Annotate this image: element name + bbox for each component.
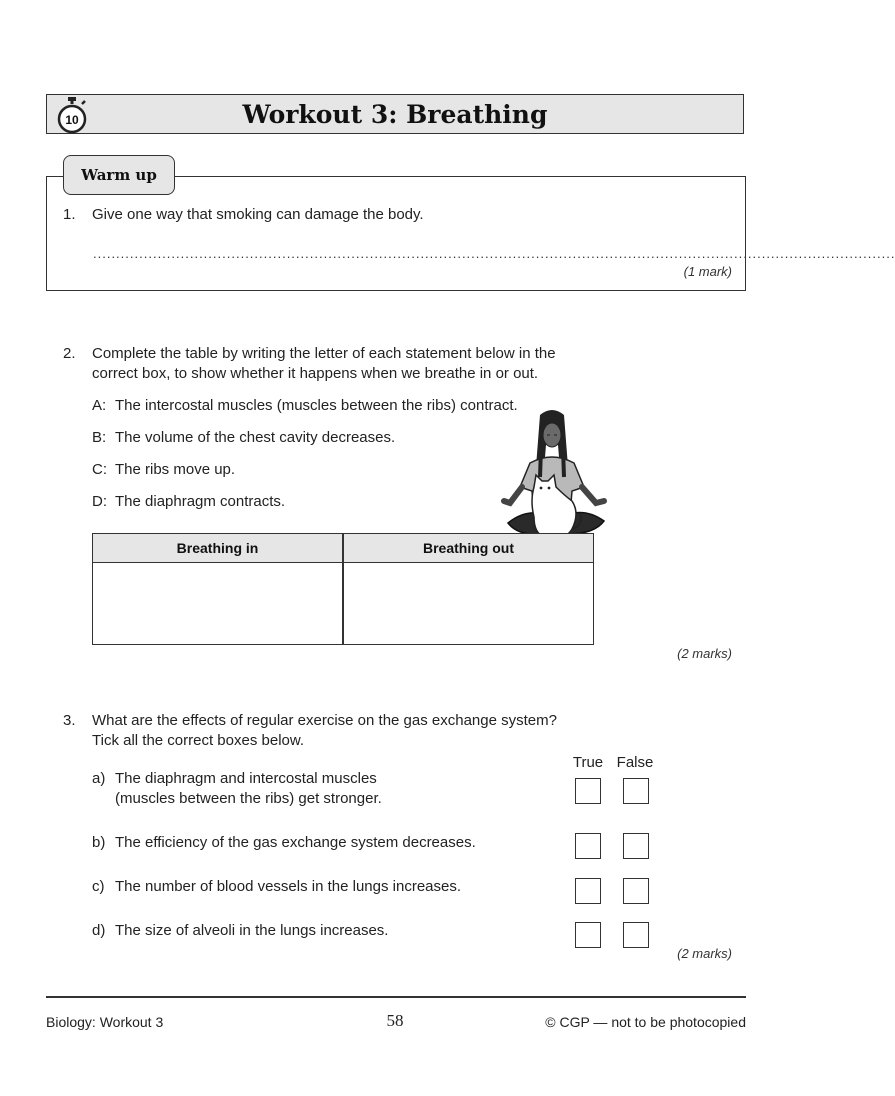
false-checkbox-c[interactable] [623, 878, 649, 904]
statement-letter: D: [92, 493, 107, 510]
q1-text: Give one way that smoking can damage the body. [92, 206, 424, 223]
item-text: The number of blood vessels in the lungs increases. [115, 878, 462, 895]
header-breathing-out: Breathing out [423, 540, 514, 556]
statement-text: The diaphragm contracts. [115, 493, 286, 510]
column-false-label: False [616, 754, 654, 771]
q2-number: 2. [63, 345, 76, 362]
header-breathing-in: Breathing in [176, 540, 259, 556]
item-letter: a) [92, 770, 106, 787]
statement-text: The ribs move up. [115, 461, 236, 478]
q3-marks: (2 marks) [677, 946, 732, 961]
false-checkbox-d[interactable] [623, 922, 649, 948]
item-text: The size of alveoli in the lungs increases. [115, 922, 389, 939]
q1-number: 1. [63, 206, 76, 223]
warmup-tab [63, 155, 175, 195]
q2-marks: (2 marks) [677, 646, 732, 661]
q3-text-line1: What are the effects of regular exercise on the gas exchange system? [92, 712, 557, 729]
page-number: 58 [386, 1011, 404, 1030]
footer-divider [46, 996, 746, 998]
breathing-in-cell[interactable] [93, 564, 341, 644]
item-letter: d) [92, 922, 106, 939]
true-checkbox-a[interactable] [575, 778, 601, 804]
footer-section: Biology: Workout 3 [46, 1014, 164, 1030]
stopwatch-icon [55, 96, 89, 134]
false-checkbox-a[interactable] [623, 778, 649, 804]
statement-text: The intercostal muscles (muscles between the ribs) contract. [115, 397, 518, 414]
q1-marks: (1 mark) [683, 264, 732, 279]
breathing-out-cell[interactable] [344, 564, 592, 644]
true-checkbox-b[interactable] [575, 833, 601, 859]
title-banner [46, 94, 744, 134]
page-title: Workout 3: Breathing [242, 100, 548, 129]
warmup-label: Warm up [81, 166, 157, 184]
statement-letter: B: [92, 429, 107, 446]
copyright-notice: © CGP — not to be photocopied [545, 1014, 746, 1030]
item-text: The efficiency of the gas exchange system decreases. [115, 834, 476, 851]
item-letter: c) [92, 878, 105, 895]
breathing-table [92, 533, 594, 645]
item-text: The diaphragm and intercostal muscles [115, 770, 377, 787]
true-checkbox-c[interactable] [575, 878, 601, 904]
q3-number: 3. [63, 712, 76, 729]
statement-letter: A: [92, 397, 107, 414]
column-true-label: True [572, 754, 604, 771]
q3-text-line2: Tick all the correct boxes below. [92, 732, 305, 749]
meditating-person-illustration [500, 405, 610, 543]
item-letter: b) [92, 834, 106, 851]
true-checkbox-d[interactable] [575, 922, 601, 948]
q2-text-line2: correct box, to show whether it happens when we breathe in or out. [92, 365, 539, 382]
answer-line[interactable]: .............................................................................................................................................................................. [93, 246, 895, 261]
item-text-line2: (muscles between the ribs) get stronger. [115, 790, 382, 807]
statement-letter: C: [92, 461, 107, 478]
false-checkbox-b[interactable] [623, 833, 649, 859]
statement-text: The volume of the chest cavity decreases. [115, 429, 396, 446]
q2-text-line1: Complete the table by writing the letter of each statement below in the [92, 345, 556, 362]
timer-minutes: 10 [65, 113, 79, 127]
